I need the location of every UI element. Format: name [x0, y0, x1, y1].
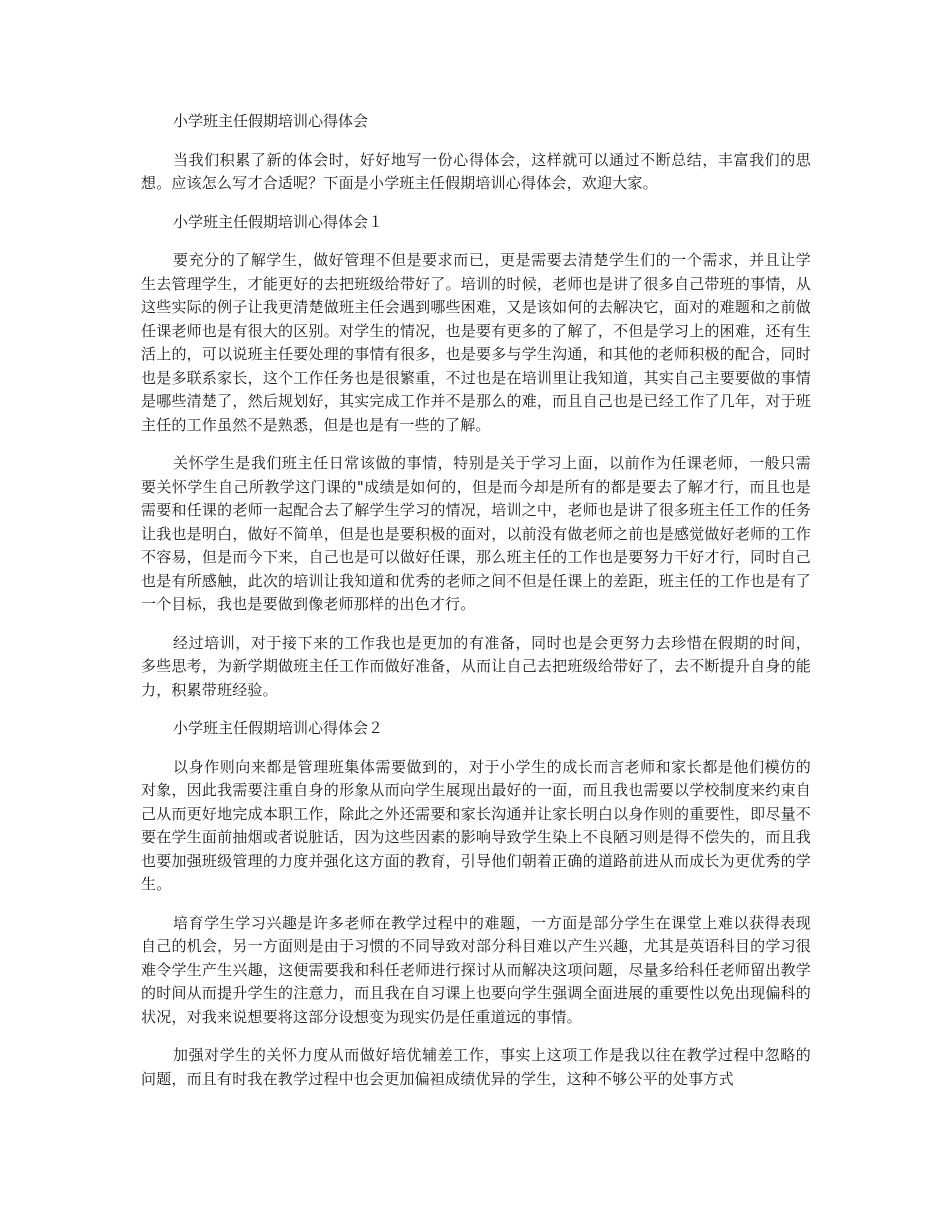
section-1-paragraph: 要充分的了解学生，做好管理不但是要求而已，更是需要去清楚学生们的一个需求，并且让学生去管理学生，才能更好的去把班级给带好了。培训的时候，老师也是讲了很多自己带班的事情，从这些实际的例子让我更清楚做班主任会遇到哪些困难，又是该如何的去解决它，面对的难题和之前做任课老师也是有很大的区别。对学生的情况，也是要有更多的了解了，不但是学习上的困难，还有生活上的，可以说班主任要处理的事情有很多，也是要多与学生沟通，和其他的老师积极的配合，同时也是多联系家长，这个工作任务也是很繁重，不过也是在培训里让我知道，其实自己主要要做的事情是哪些清楚了，然后规划好，其实完成工作并不是那么的难，而且自己也是已经工作了几年，对于班主任的工作虽然不是熟悉，但是也是有一些的了解。 [141, 251, 811, 434]
section-2-paragraph: 培育学生学习兴趣是许多老师在教学过程中的难题，一方面是部分学生在课堂上难以获得表现自己的机会，另一方面则是由于习惯的不同导致对部分科目难以产生兴趣，尤其是英语科目的学习很难令学生产生兴趣，这便需要我和科任老师进行探讨从而解决这项问题，尽量多给科任老师留出教学的时间从而提升学生的注意力，而且我在自习课上也要向学生强调全面进展的重要性以免出现偏科的状况，对我来说想要将这部分设想变为现实仍是任重道远的事情。 [141, 913, 811, 1026]
document-title: 小学班主任假期培训心得体会 [173, 112, 369, 130]
section-1-paragraph: 关怀学生是我们班主任日常该做的事情，特别是关于学习上面，以前作为任课老师，一般只需要关怀学生自己所教学这门课的"成绩是如何的，但是而今却是所有的都是要去了解才行，而且也是需要和任课的老师一起配合去了解学生学习的情况，培训之中，老师也是讲了很多班主任工作的任务让我也是明白，做好不简单，但是也是要积极的面对，以前没有做老师之前也是感觉做好老师的工作不容易，但是而今下来，自己也是可以做好任课，那么班主任的工作也是要努力干好才行，同时自己也是有所感触，此次的培训让我知道和优秀的老师之间不但是任课上的差距，班主任的工作也是有了一个目标，我也是要做到像老师那样的出色才行。 [141, 454, 811, 613]
section-2-paragraph: 以身作则向来都是管理班集体需要做到的，对于小学生的成长而言老师和家长都是他们模仿的对象，因此我需要注重自身的形象从而向学生展现出最好的一面，而且我也需要以学校制度来约束自己从而更好地完成本职工作，除此之外还需要和家长沟通并让家长明白以身作则的重要性，即尽量不要在学生面前抽烟或者说脏话，因为这些因素的影响导致学生染上不良陋习则是得不偿失的，而且我也要加强班级管理的力度并强化这方面的教育，引导他们朝着正确的道路前进从而成长为更优秀的学生。 [141, 757, 811, 893]
section-1-paragraph: 经过培训，对于接下来的工作我也是更加的有准备，同时也是会更努力去珍惜在假期的时间，多些思考，为新学期做班主任工作而做好准备，从而让自己去把班级给带好了，去不断提升自身的能力，积累带班经验。 [141, 633, 811, 699]
intro-paragraph: 当我们积累了新的体会时，好好地写一份心得体会，这样就可以通过不断总结，丰富我们的思想。应该怎么写才合适呢？下面是小学班主任假期培训心得体会，欢迎大家。 [141, 150, 811, 192]
section-2-heading: 小学班主任假期培训心得体会２ [173, 719, 384, 737]
section-2-paragraph: 加强对学生的关怀力度从而做好培优辅差工作，事实上这项工作是我以往在教学过程中忽略的问题，而且有时我在教学过程中也会更加偏袒成绩优异的学生，这种不够公平的处事方式 [141, 1046, 811, 1088]
document-page [141, 110, 811, 1106]
section-1-heading: 小学班主任假期培训心得体会１ [173, 212, 384, 231]
